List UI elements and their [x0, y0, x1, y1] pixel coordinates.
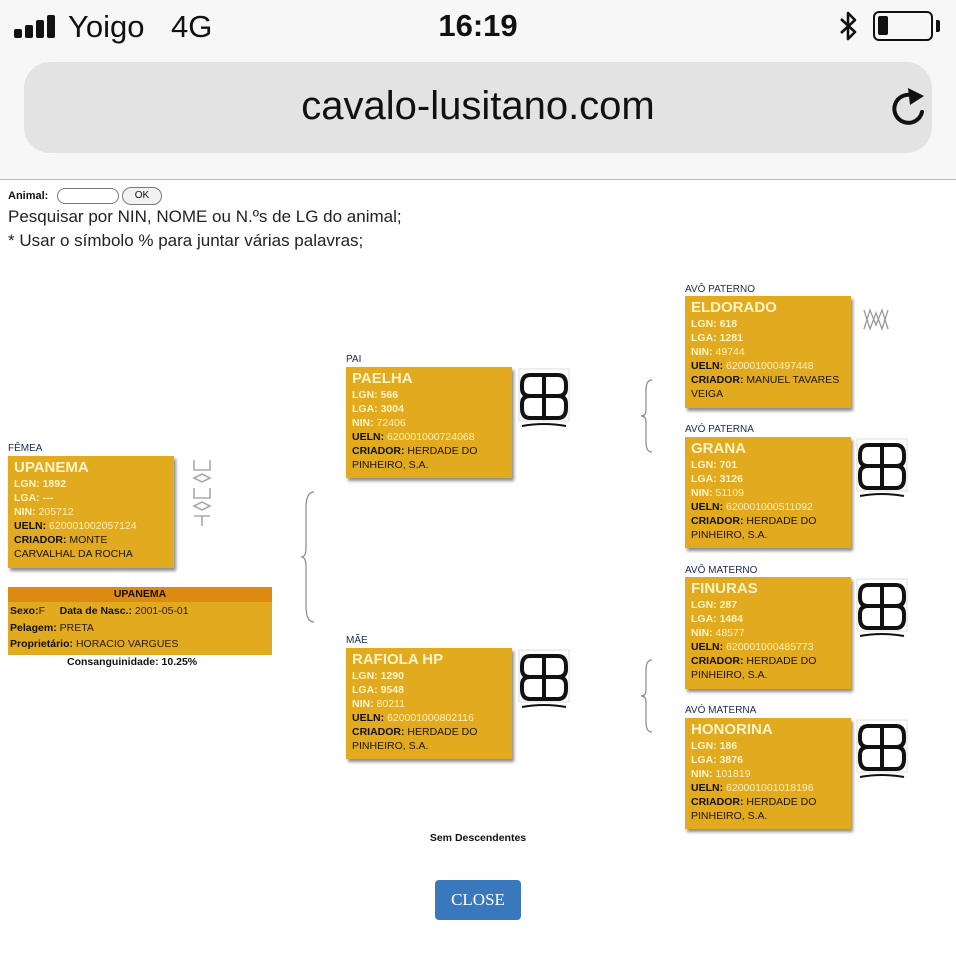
subject-card[interactable]: UPANEMA LGN: 1892 LGA: --- NIN: 205712 UELN: 620001002057124 CRIADOR: MONTE CARVALHAL DA ROCHA [8, 456, 174, 568]
mat-grandsire-card[interactable]: FINURAS LGN: 287 LGA: 1484 NIN: 48577 UELN: 620001000485773 CRIADOR: HERDADE DO PINHEIRO, S.A. [685, 577, 851, 689]
ok-button[interactable]: OK [122, 187, 162, 205]
lga-value: 1484 [719, 613, 743, 625]
no-descendants-text: Sem Descendentes [429, 832, 527, 844]
lga-value: --- [42, 492, 54, 504]
search-label: Animal: [8, 190, 49, 202]
network-type: 4G [171, 9, 213, 44]
criador-value: HERDADE DO PINHEIRO, S.A. [691, 796, 817, 822]
carrier-name: Yoigo [68, 9, 145, 44]
consanguinity: Consanguinidade: 10.25% [67, 656, 198, 668]
lga-value: 3876 [719, 754, 743, 766]
horse-name[interactable]: GRANA [691, 440, 746, 457]
horse-name[interactable]: FINURAS [691, 580, 758, 597]
subject-details-box [8, 587, 272, 655]
details-sex-birth: Sexo:F Data de Nasc.: 2001-05-01 [10, 605, 189, 617]
search-help-text-2: * Usar o símbolo % para juntar várias palavras; [8, 231, 364, 250]
lga-value: 9548 [380, 684, 404, 696]
horse-name[interactable]: HONORINA [691, 721, 773, 738]
nin-value: 51109 [715, 487, 744, 499]
brand-mark-icon [518, 368, 570, 432]
bluetooth-icon [838, 10, 860, 42]
nin-value: 80211 [376, 698, 405, 710]
pedigree-bracket [300, 490, 316, 624]
brand-mark-icon [862, 307, 890, 333]
animal-search-input[interactable] [57, 188, 119, 204]
details-owner: Proprietário: HORACIO VARGUES [10, 638, 179, 650]
pat-grandsire-role-label: AVÔ PATERNO [685, 284, 756, 295]
address-bar[interactable] [24, 62, 932, 153]
pedigree-bracket [640, 658, 654, 734]
dam-role-label: MÃE [346, 635, 368, 646]
horse-name[interactable]: RAFIOLA HP [352, 651, 444, 668]
horse-name[interactable]: PAELHA [352, 370, 413, 387]
lgn-value: 701 [719, 459, 738, 471]
brand-mark-icon [190, 456, 216, 528]
details-pelagem: Pelagem: PRETA [10, 622, 94, 634]
lgn-value: 1290 [380, 670, 404, 682]
battery-icon [873, 11, 933, 41]
signal-icon [14, 14, 60, 38]
sire-role-label: PAI [346, 354, 362, 365]
brand-mark-icon [518, 649, 570, 713]
lgn-value: 1892 [42, 478, 66, 490]
criador-value: HERDADE DO PINHEIRO, S.A. [352, 726, 478, 752]
criador-value: MANUEL TAVARES VEIGA [691, 374, 840, 400]
browser-toolbar [0, 52, 956, 180]
nin-value: 49744 [715, 346, 745, 358]
ueln-value: 620001001018196 [726, 782, 814, 794]
criador-value: HERDADE DO PINHEIRO, S.A. [691, 515, 817, 541]
lga-value: 3126 [719, 473, 743, 485]
pat-grandsire-card[interactable]: ELDORADO LGN: 618 LGA: 1281 NIN: 49744 UELN: 620001000497448 CRIADOR: MANUEL TAVARES VEIGA [685, 296, 851, 408]
nin-value: 101819 [715, 768, 751, 780]
ueln-value: 620001000485773 [726, 641, 814, 653]
brand-mark-icon [856, 578, 908, 642]
nin-value: 48577 [715, 627, 745, 639]
details-header: UPANEMA [8, 587, 272, 602]
mat-granddam-role-label: AVÓ MATERNA [685, 705, 757, 716]
status-time: 16:19 [438, 8, 518, 43]
criador-value: MONTE CARVALHAL DA ROCHA [14, 534, 133, 560]
subject-role-label: FÊMEA [8, 443, 43, 454]
dam-card[interactable]: RAFIOLA HP LGN: 1290 LGA: 9548 NIN: 80211 UELN: 620001000802116 CRIADOR: HERDADE DO PINHEIRO, S.A. [346, 648, 512, 759]
brand-mark-icon [856, 438, 908, 502]
close-button[interactable]: CLOSE [435, 880, 521, 920]
pat-granddam-role-label: AVÓ PATERNA [685, 424, 754, 435]
status-bar [0, 0, 956, 52]
battery-tip [936, 20, 940, 32]
ueln-value: 620001000724068 [387, 431, 475, 443]
brand-mark-icon [856, 719, 908, 783]
ueln-value: 620001000802116 [387, 712, 474, 724]
lga-value: 3004 [380, 403, 404, 415]
lgn-value: 618 [719, 318, 738, 330]
horse-name[interactable]: ELDORADO [691, 299, 777, 316]
lgn-value: 287 [719, 599, 738, 611]
sire-card[interactable]: PAELHA LGN: 566 LGA: 3004 NIN: 72406 UELN: 620001000724068 CRIADOR: HERDADE DO PINHEIRO, S.A. [346, 367, 512, 478]
nin-value: 72406 [376, 417, 406, 429]
ueln-value: 620001002057124 [49, 520, 137, 532]
mat-granddam-card[interactable]: HONORINA LGN: 186 LGA: 3876 NIN: 101819 UELN: 620001001018196 CRIADOR: HERDADE DO PINHEIRO, S.A. [685, 718, 851, 829]
criador-value: HERDADE DO PINHEIRO, S.A. [691, 655, 817, 681]
ueln-value: 620001000511092 [726, 501, 813, 513]
lgn-value: 566 [380, 389, 399, 401]
search-help-text: Pesquisar por NIN, NOME ou N.ºs de LG do animal; [8, 207, 402, 226]
nin-value: 205712 [38, 506, 74, 518]
reload-icon[interactable] [886, 86, 932, 132]
lgn-value: 186 [719, 740, 738, 752]
pedigree-bracket [640, 378, 654, 454]
lga-value: 1281 [719, 332, 743, 344]
horse-name[interactable]: UPANEMA [14, 459, 89, 476]
pat-granddam-card[interactable]: GRANA LGN: 701 LGA: 3126 NIN: 51109 UELN: 620001000511092 CRIADOR: HERDADE DO PINHEIRO, S.A. [685, 437, 851, 548]
ueln-value: 620001000497448 [726, 360, 814, 372]
url-text[interactable]: cavalo-lusitano.com [301, 84, 655, 128]
mat-grandsire-role-label: AVÔ MATERNO [685, 565, 758, 576]
criador-value: HERDADE DO PINHEIRO, S.A. [352, 445, 478, 471]
